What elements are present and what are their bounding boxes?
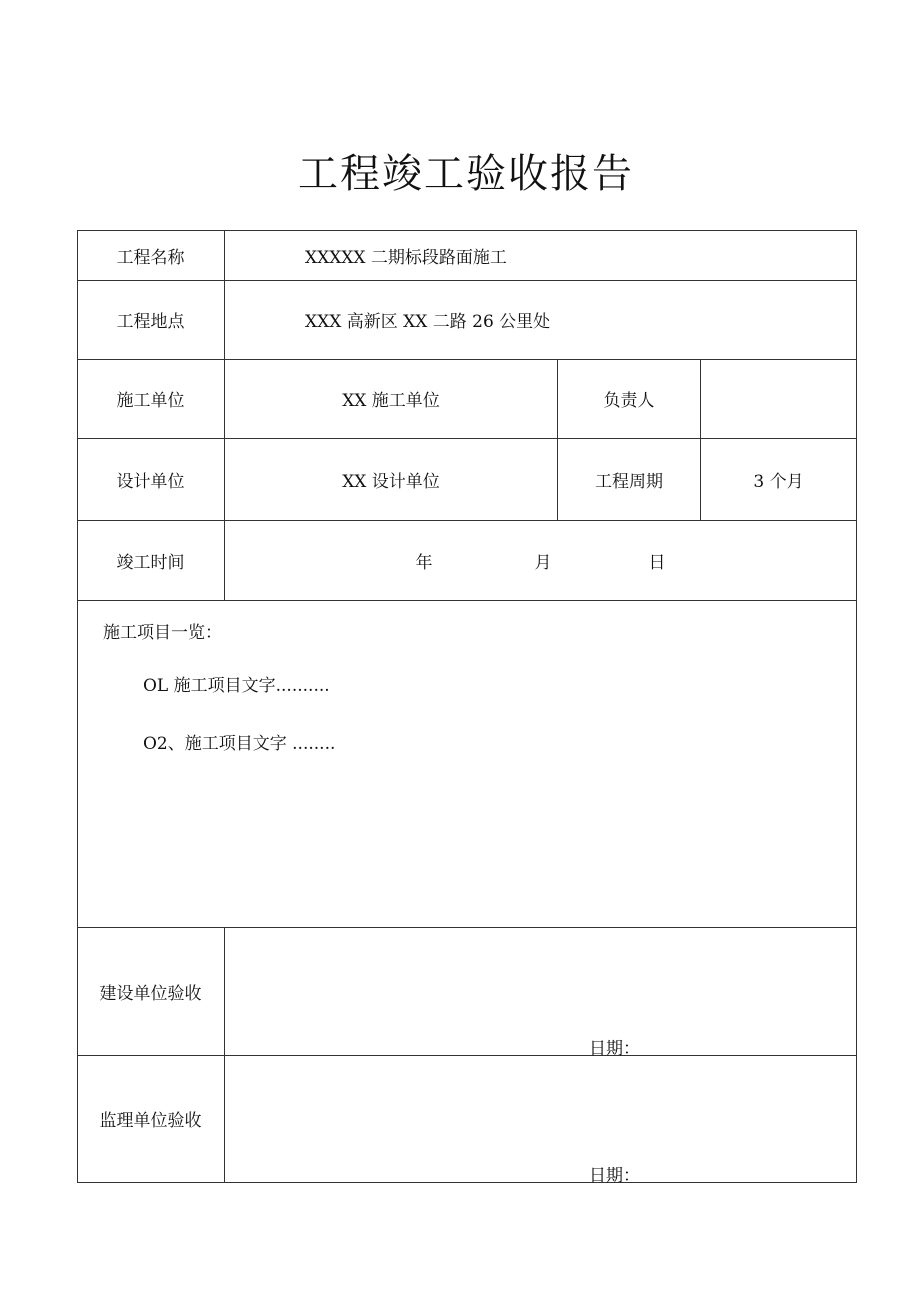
- acceptance-form-table: [77, 230, 857, 1186]
- project-period-label: 工程周期: [595, 471, 663, 492]
- owner-acceptance-date-label: 日期：: [589, 1039, 640, 1059]
- completion-year-unit: 年: [415, 552, 433, 573]
- project-location-value: XXX 高新区 XX 二路 26 公里处: [305, 312, 551, 332]
- construction-unit-label: 施工单位: [116, 391, 185, 411]
- report-title: 工程竣工验收报告: [298, 151, 634, 197]
- table-border-right: [856, 230, 857, 1183]
- table-border-bottom: [77, 1182, 857, 1183]
- project-period-value: 3 个月: [753, 471, 804, 492]
- column-divider: [224, 927, 225, 1183]
- owner-acceptance-label: 建设单位验收: [99, 983, 202, 1004]
- design-unit-label: 设计单位: [116, 471, 185, 492]
- row-divider: [77, 600, 857, 601]
- design-unit-value: XX 设计单位: [342, 471, 440, 492]
- completion-month-unit: 月: [534, 552, 552, 573]
- project-item-2: O2、施工项目文字 ........: [143, 734, 336, 754]
- project-item-1: OL 施工项目文字..........: [143, 676, 330, 696]
- construction-unit-value: XX 施工单位: [342, 391, 440, 411]
- supervisor-acceptance-date-label: 日期：: [589, 1166, 640, 1186]
- project-location-label: 工程地点: [116, 312, 185, 332]
- project-name-value: XXXXX 二期标段路面施工: [305, 247, 507, 268]
- person-in-charge-value: [701, 359, 856, 438]
- person-in-charge-label: 负责人: [603, 391, 655, 411]
- completion-time-label: 竣工时间: [116, 552, 185, 573]
- supervisor-acceptance-label: 监理单位验收: [99, 1111, 202, 1131]
- completion-day-unit: 日: [648, 552, 666, 573]
- project-items-heading: 施工项目一览：: [103, 623, 222, 643]
- project-name-label: 工程名称: [116, 247, 185, 268]
